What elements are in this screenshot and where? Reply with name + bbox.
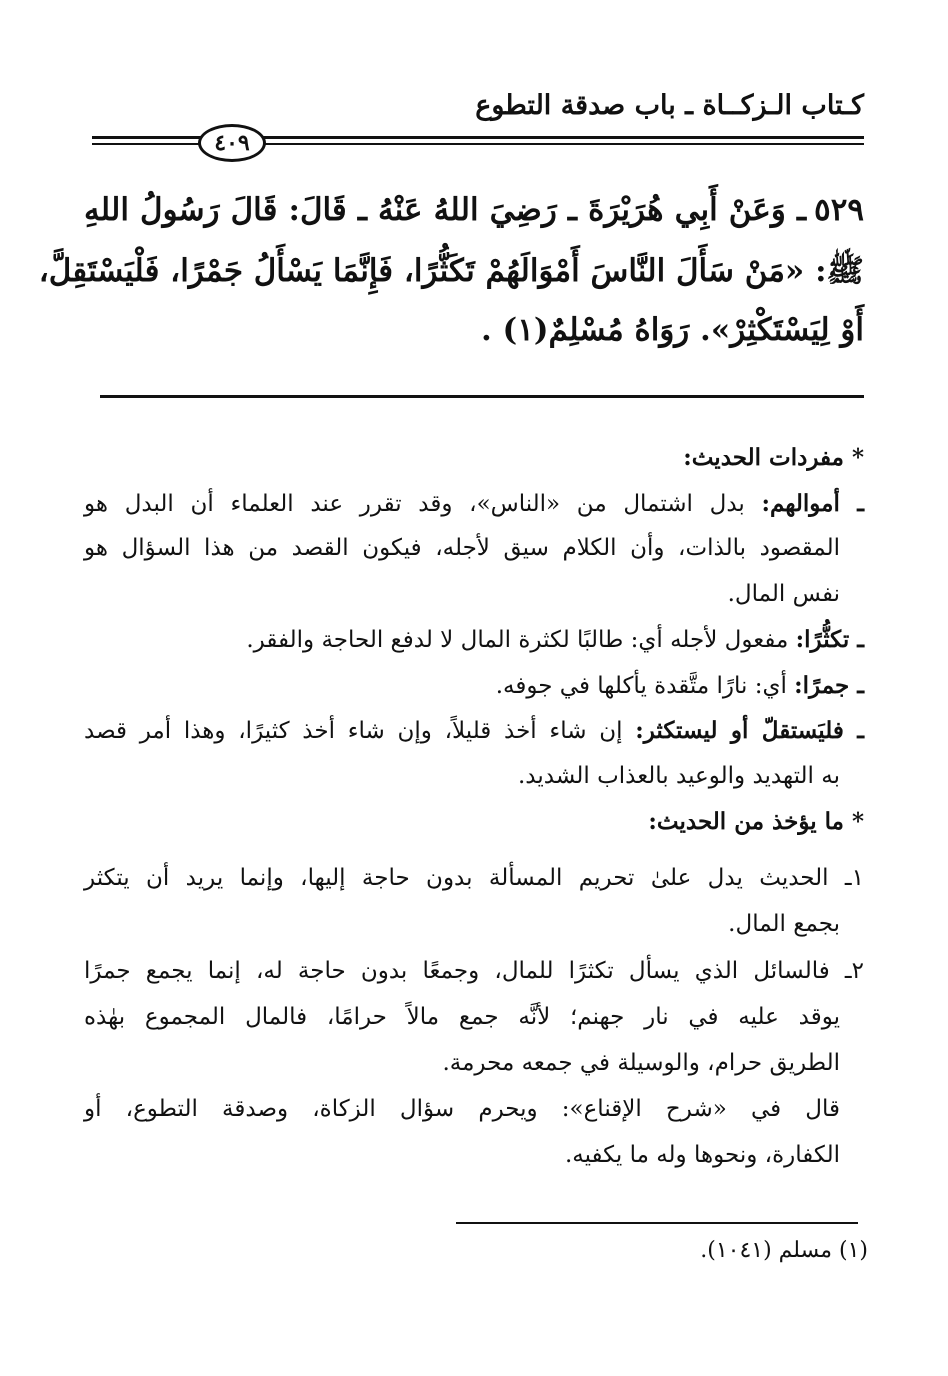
footnote-rule bbox=[456, 1222, 858, 1224]
vocab-term: ـ أموالهم: bbox=[761, 490, 865, 517]
hadith-number: ٥٢٩ bbox=[814, 192, 864, 228]
vocab-entry-line: نفس المال. bbox=[727, 581, 840, 607]
lesson-paragraph-line: بجمع المال. bbox=[728, 911, 840, 937]
vocab-entry-falyastaqill: ـ فليَستقلّ أو ليستكثر: إن شاء أخذ قليلاً، وإن شاء أخذ كثيرًا، وهذا أمر قصد bbox=[84, 717, 864, 744]
lesson-paragraph-line: يوقد عليه في نار جهنم؛ لأنَّه جمع مالاً حرامًا، فالمال المجموع بهٰذه bbox=[84, 1004, 840, 1030]
lesson-paragraph-1: ١ـ الحديث يدل علىٰ تحريم المسألة بدون حاجة إليها، وإنما يريد أن يتكثر bbox=[84, 865, 864, 891]
lesson-paragraph-2: ٢ـ فالسائل الذي يسأل تكثرًا للمال، وجمعًا بدون حاجة له، إنما يجمع جمرًا bbox=[84, 958, 864, 984]
vocabulary-heading: * مفردات الحديث: bbox=[683, 444, 864, 471]
lesson-paragraph-line: الطريق حرام، والوسيلة في جمعه محرمة. bbox=[442, 1050, 840, 1076]
hadith-line-2: ﷺ: «مَنْ سَأَلَ النَّاسَ أَمْوَالَهُمْ تَكَثُّرًا، فَإِنَّمَا يَسْأَلُ جَمْرًا، فَلْيَسْتَقِلَّ، bbox=[38, 253, 864, 289]
running-header-title: كـتاب الـزكــاة ـ باب صدقة التطوع bbox=[475, 90, 864, 121]
hadith-line-3: أَوْ لِيَسْتَكْثِرْ». رَوَاهُ مُسْلِمٌ(١) . bbox=[480, 312, 864, 348]
vocab-entry-line: به التهديد والوعيد بالعذاب الشديد. bbox=[518, 763, 840, 789]
footnote: (١) مسلم (١٠٤١). bbox=[700, 1238, 868, 1263]
lesson-paragraph-3: قال في «شرح الإقناع»: ويحرم سؤال الزكاة، وصدقة التطوع، أو bbox=[84, 1096, 840, 1122]
hadith-separator-rule bbox=[100, 395, 864, 398]
vocab-entry-line: المقصود بالذات، وأن الكلام سيق لأجله، فيكون القصد من هذا السؤال هو bbox=[84, 535, 840, 561]
page-number: ٤٠٩ bbox=[198, 124, 266, 162]
vocab-term: ـ تكثُّرًا: bbox=[795, 626, 864, 653]
lesson-paragraph-line: الكفارة، ونحوها وله ما يكفيه. bbox=[564, 1142, 840, 1168]
vocab-entry-amwalihim: ـ أموالهم: بدل اشتمال من «الناس»، وقد تقرر عند العلماء أن البدل هو bbox=[84, 490, 865, 517]
vocab-term: ـ جمرًا: bbox=[794, 672, 864, 699]
lessons-heading: * ما يؤخذ من الحديث: bbox=[648, 808, 864, 835]
vocab-entry-takathuran: ـ تكثُّرًا: مفعول لأجله أي: طالبًا لكثرة المال لا لدفع الحاجة والفقر. bbox=[246, 626, 864, 653]
vocab-term: ـ فليَستقلّ أو ليستكثر: bbox=[635, 717, 864, 744]
hadith-line-1: ٥٢٩ـ وَعَنْ أَبِي هُرَيْرَةَ ـ رَضِيَ اللهُ عَنْهُ ـ قَالَ: قَالَ رَسُولُ اللهِ bbox=[84, 192, 864, 228]
vocab-entry-jamran: ـ جمرًا: أي: نارًا متَّقدة يأكلها في جوفه. bbox=[495, 672, 864, 699]
